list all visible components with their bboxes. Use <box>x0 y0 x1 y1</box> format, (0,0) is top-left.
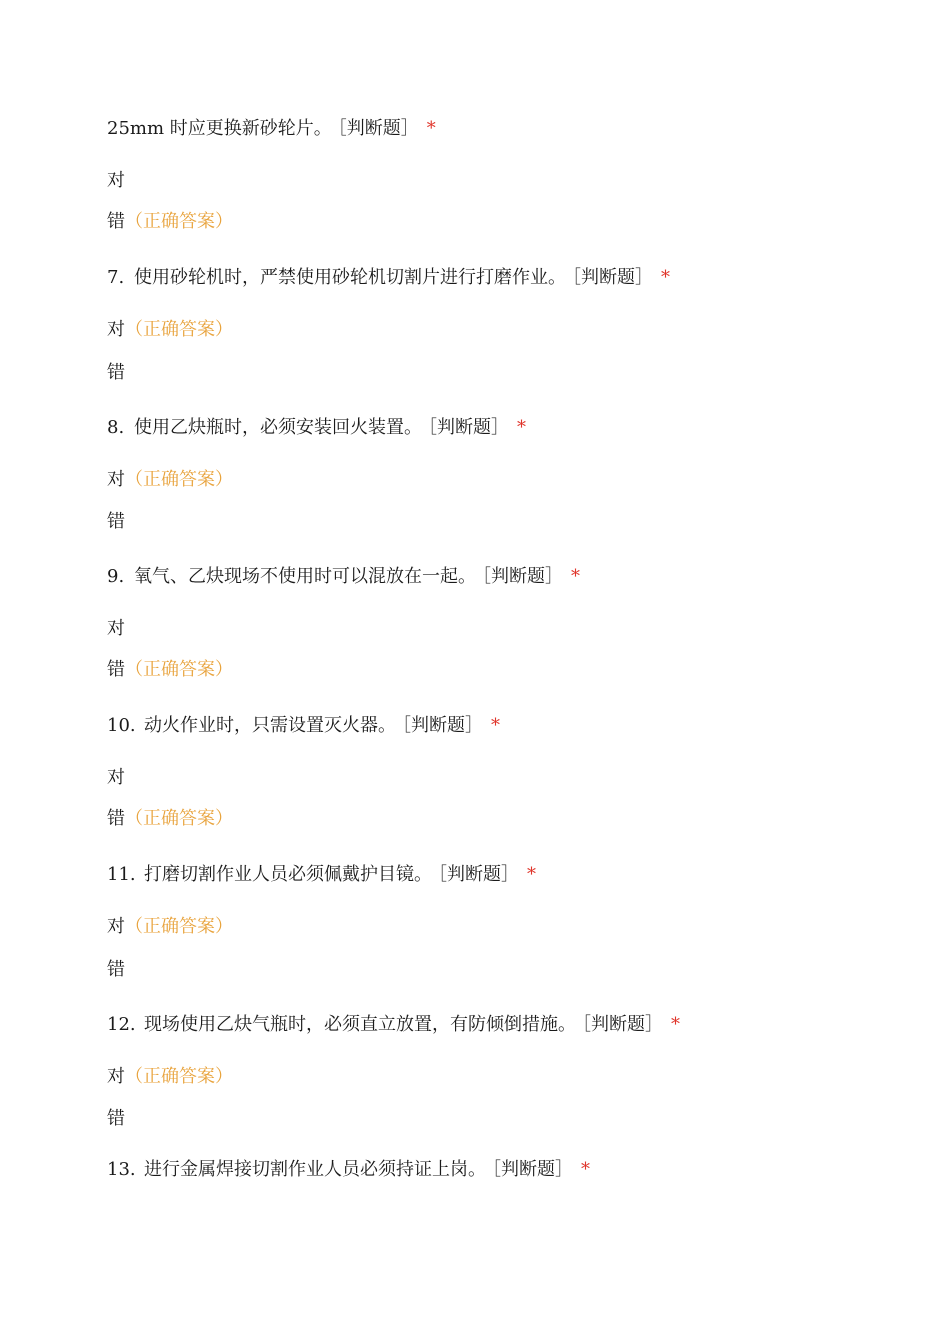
correct-answer-mark: （正确答案） <box>125 916 233 937</box>
option-false[interactable] <box>107 658 233 682</box>
option-label: 对 <box>107 618 125 639</box>
question-title <box>107 863 536 887</box>
option-true[interactable] <box>107 1065 233 1089</box>
option-true[interactable] <box>107 617 125 641</box>
required-marker: * <box>671 1014 680 1035</box>
correct-answer-mark: （正确答案） <box>125 659 233 680</box>
required-marker: * <box>426 118 436 139</box>
option-label: 对 <box>107 469 125 490</box>
option-label: 错 <box>107 211 125 232</box>
option-true[interactable] <box>107 318 233 342</box>
option-label: 错 <box>107 362 125 383</box>
option-true[interactable] <box>107 468 233 492</box>
question-type-label: ［判断题］ <box>492 1159 573 1180</box>
correct-answer-mark: （正确答案） <box>125 319 233 340</box>
question-number: 10. <box>107 715 136 736</box>
question-text: 25mm 时应更换新砂轮片。 <box>107 118 332 139</box>
option-label: 对 <box>107 319 125 340</box>
option-label: 错 <box>107 659 125 680</box>
option-false[interactable] <box>107 210 233 234</box>
option-label: 错 <box>107 511 125 532</box>
question-text: 进行金属焊接切割作业人员必须持证上岗。 <box>144 1159 486 1180</box>
question-title <box>107 1013 680 1037</box>
required-marker: * <box>491 715 500 736</box>
option-true[interactable] <box>107 169 125 193</box>
required-marker: * <box>571 566 580 587</box>
option-false[interactable] <box>107 1107 125 1131</box>
question-type-label: ［判断题］ <box>438 864 519 885</box>
question-number: 11. <box>107 864 136 885</box>
option-false[interactable] <box>107 361 125 385</box>
option-label: 错 <box>107 808 125 829</box>
question-title <box>107 266 670 290</box>
question-type-label: ［判断题］ <box>582 1014 663 1035</box>
question-number: 8. <box>107 417 125 438</box>
question-number: 7. <box>107 267 125 288</box>
option-label: 对 <box>107 170 125 191</box>
question-number: 13. <box>107 1159 136 1180</box>
option-false[interactable] <box>107 510 125 534</box>
option-label: 对 <box>107 767 125 788</box>
option-label: 错 <box>107 1108 125 1129</box>
question-title <box>107 1158 590 1182</box>
question-type-label: ［判断题］ <box>482 566 563 587</box>
option-false[interactable] <box>107 807 233 831</box>
required-marker: * <box>527 864 536 885</box>
correct-answer-mark: （正确答案） <box>125 1066 233 1087</box>
question-number: 9. <box>107 566 125 587</box>
option-label: 错 <box>107 959 125 980</box>
required-marker: * <box>517 417 526 438</box>
correct-answer-mark: （正确答案） <box>125 469 233 490</box>
question-type-label: ［判断题］ <box>337 118 419 139</box>
question-type-label: ［判断题］ <box>428 417 509 438</box>
option-false[interactable] <box>107 958 125 982</box>
required-marker: * <box>581 1159 590 1180</box>
question-text: 氧气、乙炔现场不使用时可以混放在一起。 <box>134 566 476 587</box>
correct-answer-mark: （正确答案） <box>125 808 233 829</box>
option-label: 对 <box>107 1066 125 1087</box>
question-text: 现场使用乙炔气瓶时，必须直立放置，有防倾倒措施。 <box>144 1014 576 1035</box>
option-true[interactable] <box>107 766 125 790</box>
question-number: 12. <box>107 1014 136 1035</box>
correct-answer-mark: （正确答案） <box>125 211 233 232</box>
question-title <box>107 117 436 141</box>
question-type-label: ［判断题］ <box>572 267 653 288</box>
question-text: 动火作业时，只需设置灭火器。 <box>144 715 396 736</box>
option-true[interactable] <box>107 915 233 939</box>
question-title <box>107 714 500 738</box>
question-text: 打磨切割作业人员必须佩戴护目镜。 <box>144 864 432 885</box>
question-text: 使用乙炔瓶时，必须安装回火装置。 <box>134 417 422 438</box>
option-label: 对 <box>107 916 125 937</box>
question-title <box>107 565 580 589</box>
required-marker: * <box>661 267 670 288</box>
question-type-label: ［判断题］ <box>402 715 483 736</box>
question-text: 使用砂轮机时，严禁使用砂轮机切割片进行打磨作业。 <box>134 267 566 288</box>
question-title <box>107 416 526 440</box>
